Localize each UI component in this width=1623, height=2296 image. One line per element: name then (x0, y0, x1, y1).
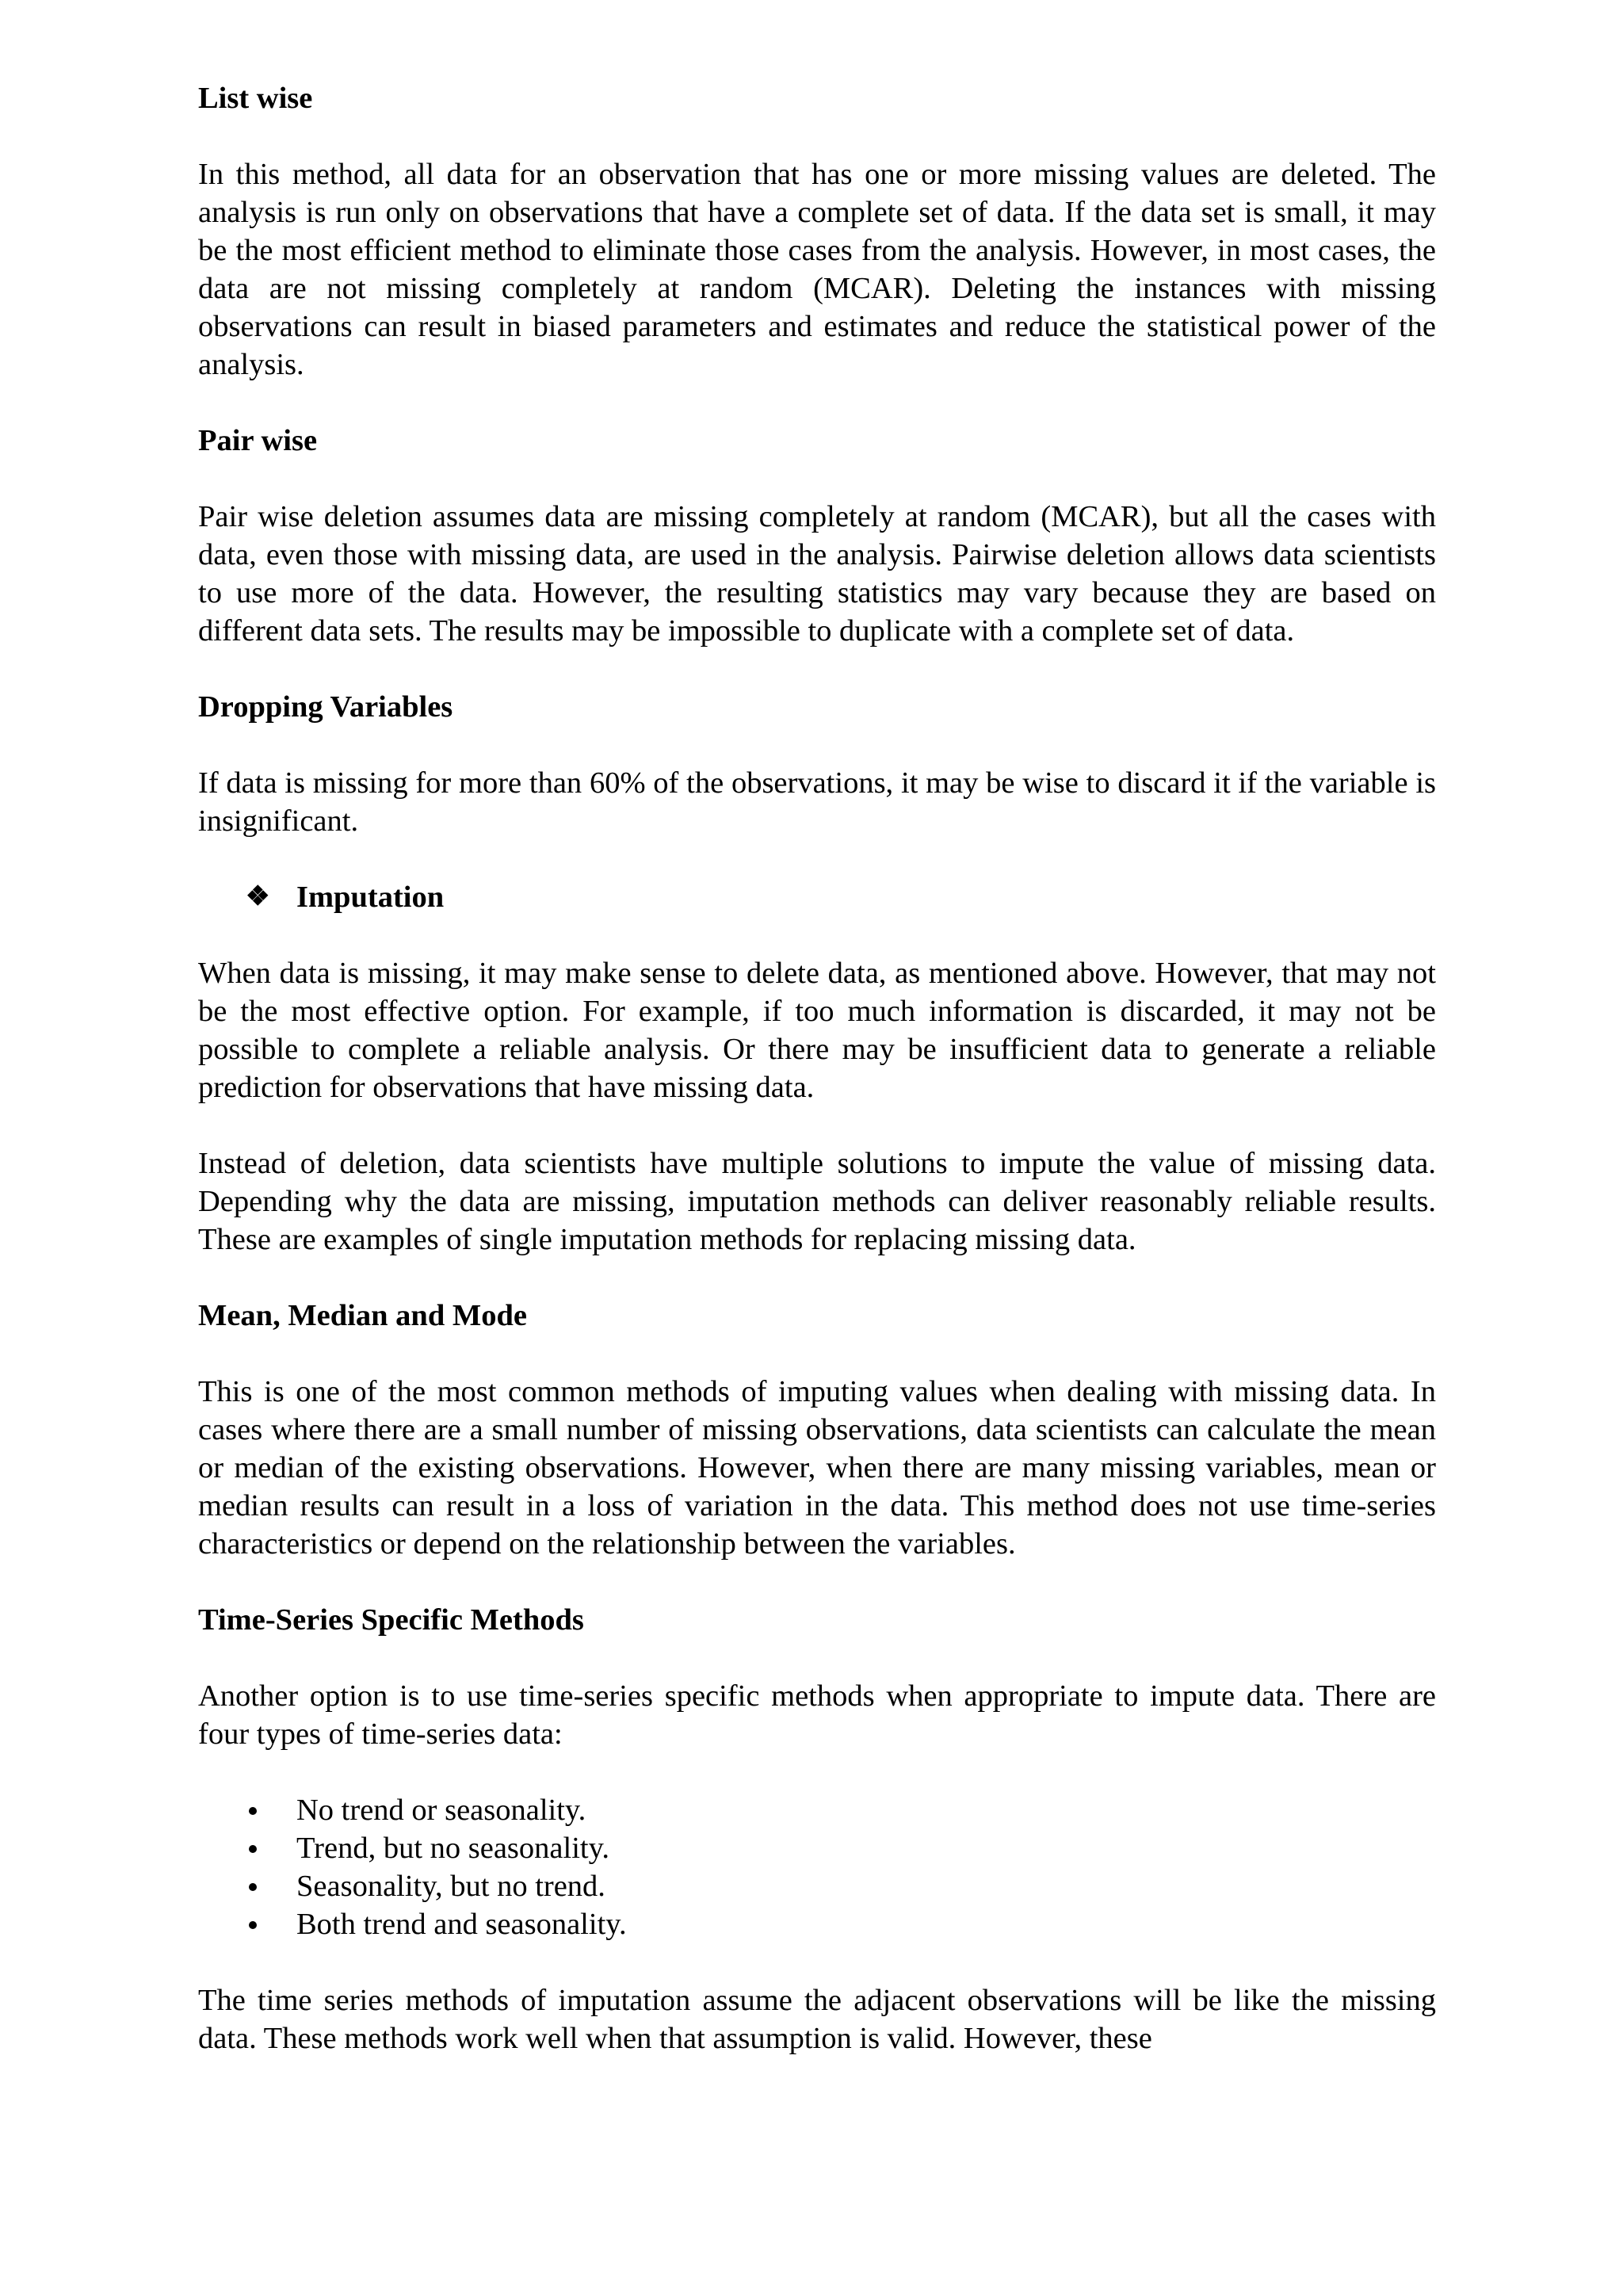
heading-imputation: Imputation (296, 881, 445, 914)
paragraph-imputation-1: When data is missing, it may make sense to delete data, as mentioned above. However, that may not be the most effective option. For example, if too much information is discarded, it may not be possible to complete a reliable analysis. Or there may be insufficient data to generate a reliable prediction for observations that have missing data. (198, 957, 1436, 1104)
time-series-types-list (198, 1791, 1436, 1943)
paragraph-mean-median-mode: This is one of the most common methods of imputing values when dealing with missing data. In cases where there are a small number of missing observations, data scientists can calculate the mean or median of the existing observations. However, when there are many missing variables, mean or median results can result in a loss of variation in the data. This method does not use time-series characteristics or depend on the relationship between the variables. (198, 1375, 1436, 1561)
bullet-icon (249, 1921, 257, 1929)
list-item (198, 1867, 1436, 1905)
list-item (198, 1829, 1436, 1867)
document-page (198, 79, 1436, 2095)
heading-pair-wise: Pair wise (198, 424, 318, 457)
paragraph-pair-wise: Pair wise deletion assumes data are missing completely at random (MCAR), but all the cases with data, even those with missing data, are used in the analysis. Pairwise deletion allows data scientists to use more of the data. However, the resulting statistics may vary because they are based on different data sets. The results may be impossible to duplicate with a complete set of data. (198, 500, 1436, 648)
diamond-star-bullet-icon: ❖ (246, 882, 270, 911)
heading-time-series: Time-Series Specific Methods (198, 1603, 584, 1637)
paragraph-list-wise: In this method, all data for an observation that has one or more missing values are deleted. The analysis is run only on observations that have a complete set of data. If the data set is small, it may be the most efficient method to eliminate those cases from the analysis. However, in most cases, the data are not missing completely at random (MCAR). Deleting the instances with missing observations can result in biased parameters and estimates and reduce the statistical power of the analysis. (198, 158, 1436, 381)
heading-list-wise: List wise (198, 82, 313, 115)
bullet-icon (249, 1883, 257, 1891)
bullet-icon (249, 1807, 257, 1815)
list-item-text: No trend or seasonality. (296, 1794, 586, 1827)
list-item-text: Seasonality, but no trend. (296, 1870, 605, 1903)
bullet-icon (249, 1845, 257, 1853)
heading-mean-median-mode: Mean, Median and Mode (198, 1299, 527, 1332)
heading-dropping-variables: Dropping Variables (198, 690, 453, 724)
paragraph-dropping-variables: If data is missing for more than 60% of the observations, it may be wise to discard it if the variable is insignificant. (198, 766, 1436, 838)
paragraph-time-series-closing: The time series methods of imputation assume the adjacent observations will be like the missing data. These methods work well when that assumption is valid. However, these (198, 1984, 1436, 2055)
paragraph-time-series: Another option is to use time-series specific methods when appropriate to impute data. There are four types of time-series data: (198, 1679, 1436, 1751)
paragraph-imputation-2: Instead of deletion, data scientists have multiple solutions to impute the value of missing data. Depending why the data are missing, imputation methods can deliver reasonably reliable results. These are examples of single imputation methods for replacing missing data. (198, 1147, 1436, 1256)
list-item (198, 1905, 1436, 1943)
list-item-text: Both trend and seasonality. (296, 1908, 627, 1941)
imputation-heading-row (198, 878, 1436, 916)
list-item-text: Trend, but no seasonality. (296, 1832, 609, 1865)
list-item (198, 1791, 1436, 1829)
